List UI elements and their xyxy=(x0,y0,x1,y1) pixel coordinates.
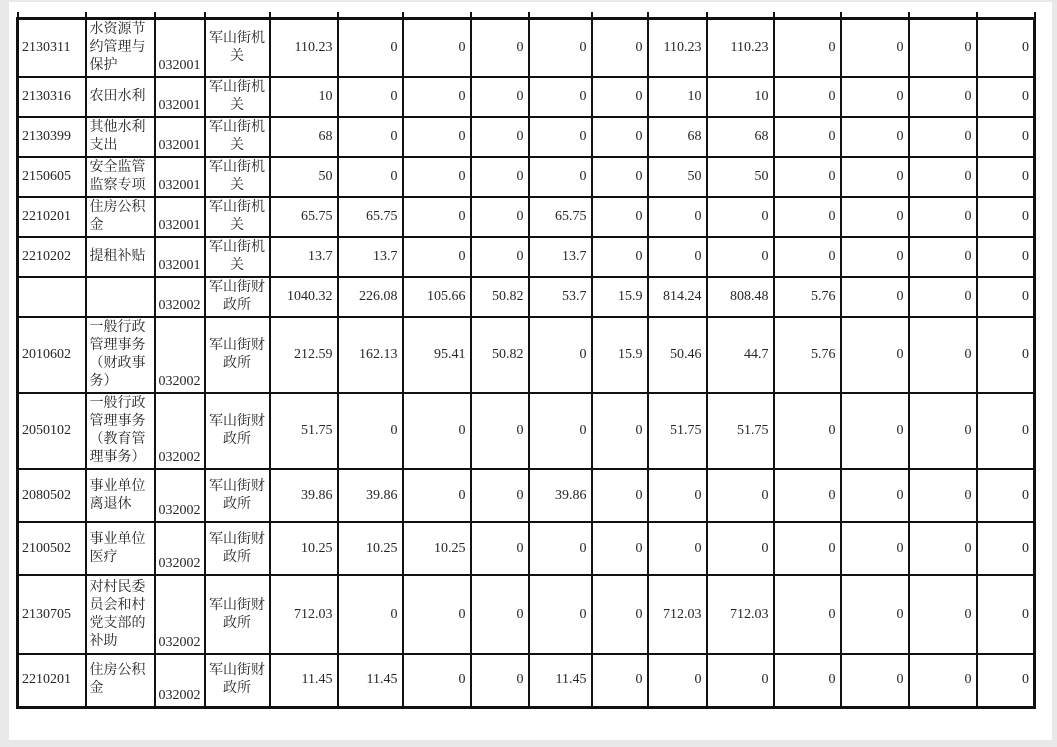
value-cell: 15.9 xyxy=(592,277,648,317)
value-cell: 10.25 xyxy=(403,522,471,575)
value-cell: 0 xyxy=(774,654,841,707)
value-cell: 51.75 xyxy=(648,393,707,469)
code-cell: 2050102 xyxy=(18,393,86,469)
page-edge-top xyxy=(0,0,1057,2)
value-cell: 0 xyxy=(338,157,403,197)
value-cell: 0 xyxy=(909,277,977,317)
value-cell: 0 xyxy=(403,237,471,277)
value-cell: 0 xyxy=(977,197,1035,237)
unit-code-cell: 032001 xyxy=(155,19,205,78)
table-row xyxy=(18,469,1035,522)
value-cell: 0 xyxy=(909,393,977,469)
name-cell: 安全监管监察专项 xyxy=(86,157,155,197)
unit-name-cell: 军山街机关 xyxy=(205,77,270,117)
unit-name-cell: 军山街机关 xyxy=(205,19,270,78)
table-row xyxy=(18,157,1035,197)
table-row xyxy=(18,317,1035,393)
page-edge-right xyxy=(1052,0,1057,747)
name-cell: 一般行政管理事务（教育管理事务） xyxy=(86,393,155,469)
unit-code-cell: 032002 xyxy=(155,575,205,654)
unit-name-cell: 军山街财政所 xyxy=(205,575,270,654)
value-cell: 50.82 xyxy=(471,317,529,393)
table-row xyxy=(18,237,1035,277)
value-cell: 0 xyxy=(338,575,403,654)
value-cell: 0 xyxy=(529,19,592,78)
value-cell: 0 xyxy=(648,522,707,575)
value-cell: 53.7 xyxy=(529,277,592,317)
value-cell: 0 xyxy=(774,197,841,237)
value-cell: 15.9 xyxy=(592,317,648,393)
value-cell: 50.82 xyxy=(471,277,529,317)
unit-name-cell: 军山街财政所 xyxy=(205,654,270,707)
value-cell: 0 xyxy=(909,19,977,78)
unit-code-cell: 032002 xyxy=(155,469,205,522)
value-cell: 0 xyxy=(471,393,529,469)
page-edge-bottom xyxy=(0,740,1057,747)
unit-code-cell: 032002 xyxy=(155,393,205,469)
table-row xyxy=(18,393,1035,469)
value-cell: 712.03 xyxy=(648,575,707,654)
value-cell: 712.03 xyxy=(707,575,774,654)
value-cell: 10.25 xyxy=(338,522,403,575)
table-row xyxy=(18,19,1035,78)
code-cell: 2130316 xyxy=(18,77,86,117)
value-cell: 0 xyxy=(403,157,471,197)
value-cell: 212.59 xyxy=(270,317,338,393)
value-cell: 0 xyxy=(707,654,774,707)
value-cell: 0 xyxy=(841,654,909,707)
unit-name-cell: 军山街财政所 xyxy=(205,522,270,575)
value-cell: 39.86 xyxy=(270,469,338,522)
value-cell: 0 xyxy=(977,237,1035,277)
value-cell: 0 xyxy=(471,77,529,117)
unit-code-cell: 032002 xyxy=(155,654,205,707)
unit-name-cell: 军山街机关 xyxy=(205,197,270,237)
code-cell: 2210201 xyxy=(18,654,86,707)
value-cell: 0 xyxy=(529,522,592,575)
value-cell: 11.45 xyxy=(270,654,338,707)
value-cell: 11.45 xyxy=(338,654,403,707)
name-cell: 对村民委员会和村党支部的补助 xyxy=(86,575,155,654)
value-cell: 13.7 xyxy=(270,237,338,277)
value-cell: 0 xyxy=(774,77,841,117)
value-cell: 0 xyxy=(909,522,977,575)
value-cell: 10 xyxy=(707,77,774,117)
value-cell: 0 xyxy=(841,393,909,469)
value-cell: 226.08 xyxy=(338,277,403,317)
value-cell: 0 xyxy=(471,19,529,78)
value-cell: 0 xyxy=(471,197,529,237)
unit-code-cell: 032002 xyxy=(155,317,205,393)
code-cell: 2080502 xyxy=(18,469,86,522)
value-cell: 0 xyxy=(841,77,909,117)
unit-code-cell: 032001 xyxy=(155,117,205,157)
value-cell: 68 xyxy=(648,117,707,157)
value-cell: 0 xyxy=(774,522,841,575)
value-cell: 13.7 xyxy=(529,237,592,277)
value-cell: 0 xyxy=(529,575,592,654)
name-cell xyxy=(86,277,155,317)
value-cell: 13.7 xyxy=(338,237,403,277)
name-cell: 一般行政管理事务（财政事务） xyxy=(86,317,155,393)
code-cell: 2150605 xyxy=(18,157,86,197)
name-cell: 农田水利 xyxy=(86,77,155,117)
value-cell: 44.7 xyxy=(707,317,774,393)
value-cell: 0 xyxy=(592,197,648,237)
value-cell: 0 xyxy=(592,469,648,522)
value-cell: 0 xyxy=(529,393,592,469)
unit-name-cell: 军山街财政所 xyxy=(205,317,270,393)
value-cell: 0 xyxy=(592,575,648,654)
value-cell: 0 xyxy=(841,522,909,575)
value-cell: 0 xyxy=(592,157,648,197)
value-cell: 50 xyxy=(648,157,707,197)
value-cell: 0 xyxy=(471,237,529,277)
value-cell: 110.23 xyxy=(648,19,707,78)
unit-name-cell: 军山街机关 xyxy=(205,117,270,157)
value-cell: 0 xyxy=(909,654,977,707)
value-cell: 0 xyxy=(592,654,648,707)
unit-code-cell: 032001 xyxy=(155,157,205,197)
value-cell: 0 xyxy=(403,197,471,237)
value-cell: 39.86 xyxy=(529,469,592,522)
value-cell: 0 xyxy=(841,317,909,393)
value-cell: 5.76 xyxy=(774,277,841,317)
value-cell: 0 xyxy=(977,157,1035,197)
name-cell: 事业单位离退休 xyxy=(86,469,155,522)
unit-name-cell: 军山街财政所 xyxy=(205,277,270,317)
value-cell: 0 xyxy=(471,522,529,575)
name-cell: 提租补贴 xyxy=(86,237,155,277)
value-cell: 5.76 xyxy=(774,317,841,393)
value-cell: 0 xyxy=(841,575,909,654)
value-cell: 0 xyxy=(403,654,471,707)
value-cell: 0 xyxy=(403,393,471,469)
code-cell: 2210201 xyxy=(18,197,86,237)
unit-name-cell: 军山街机关 xyxy=(205,237,270,277)
value-cell: 0 xyxy=(338,19,403,78)
value-cell: 0 xyxy=(403,575,471,654)
value-cell: 95.41 xyxy=(403,317,471,393)
name-cell: 住房公积金 xyxy=(86,654,155,707)
name-cell: 事业单位医疗 xyxy=(86,522,155,575)
value-cell: 0 xyxy=(471,469,529,522)
value-cell: 0 xyxy=(648,197,707,237)
value-cell: 0 xyxy=(471,575,529,654)
value-cell: 10 xyxy=(648,77,707,117)
value-cell: 39.86 xyxy=(338,469,403,522)
value-cell: 0 xyxy=(529,157,592,197)
value-cell: 11.45 xyxy=(529,654,592,707)
value-cell: 65.75 xyxy=(529,197,592,237)
code-cell: 2130311 xyxy=(18,19,86,78)
value-cell: 0 xyxy=(977,117,1035,157)
value-cell: 0 xyxy=(977,19,1035,78)
value-cell: 0 xyxy=(909,317,977,393)
unit-code-cell: 032002 xyxy=(155,522,205,575)
table-row xyxy=(18,117,1035,157)
value-cell: 0 xyxy=(774,237,841,277)
value-cell: 0 xyxy=(707,237,774,277)
value-cell: 0 xyxy=(592,19,648,78)
value-cell: 0 xyxy=(403,77,471,117)
code-cell: 2130399 xyxy=(18,117,86,157)
value-cell: 0 xyxy=(909,157,977,197)
value-cell: 0 xyxy=(592,522,648,575)
value-cell: 162.13 xyxy=(338,317,403,393)
value-cell: 0 xyxy=(774,575,841,654)
value-cell: 0 xyxy=(909,197,977,237)
page-edge-left xyxy=(0,0,9,747)
value-cell: 1040.32 xyxy=(270,277,338,317)
code-cell: 2100502 xyxy=(18,522,86,575)
value-cell: 0 xyxy=(909,237,977,277)
budget-table-body xyxy=(18,19,1035,708)
value-cell: 0 xyxy=(774,393,841,469)
value-cell: 0 xyxy=(648,237,707,277)
value-cell: 0 xyxy=(592,393,648,469)
value-cell: 0 xyxy=(977,469,1035,522)
value-cell: 0 xyxy=(529,77,592,117)
table-row xyxy=(18,197,1035,237)
value-cell: 110.23 xyxy=(270,19,338,78)
name-cell: 其他水利支出 xyxy=(86,117,155,157)
value-cell: 65.75 xyxy=(338,197,403,237)
unit-code-cell: 032001 xyxy=(155,237,205,277)
value-cell: 68 xyxy=(707,117,774,157)
code-cell: 2210202 xyxy=(18,237,86,277)
code-cell: 2130705 xyxy=(18,575,86,654)
value-cell: 10.25 xyxy=(270,522,338,575)
value-cell: 50 xyxy=(707,157,774,197)
name-cell: 住房公积金 xyxy=(86,197,155,237)
table-row xyxy=(18,522,1035,575)
value-cell: 0 xyxy=(977,77,1035,117)
value-cell: 0 xyxy=(648,654,707,707)
value-cell: 0 xyxy=(977,654,1035,707)
value-cell: 0 xyxy=(774,469,841,522)
value-cell: 0 xyxy=(403,19,471,78)
value-cell: 0 xyxy=(592,77,648,117)
value-cell: 0 xyxy=(707,197,774,237)
value-cell: 0 xyxy=(707,522,774,575)
value-cell: 0 xyxy=(841,157,909,197)
code-cell: 2010602 xyxy=(18,317,86,393)
value-cell: 0 xyxy=(529,117,592,157)
value-cell: 0 xyxy=(338,117,403,157)
value-cell: 0 xyxy=(338,393,403,469)
value-cell: 814.24 xyxy=(648,277,707,317)
unit-name-cell: 军山街财政所 xyxy=(205,469,270,522)
value-cell: 0 xyxy=(471,117,529,157)
value-cell: 0 xyxy=(909,469,977,522)
value-cell: 0 xyxy=(592,237,648,277)
value-cell: 0 xyxy=(841,197,909,237)
value-cell: 65.75 xyxy=(270,197,338,237)
value-cell: 0 xyxy=(841,469,909,522)
value-cell: 0 xyxy=(909,117,977,157)
value-cell: 0 xyxy=(841,277,909,317)
value-cell: 0 xyxy=(774,157,841,197)
value-cell: 0 xyxy=(774,117,841,157)
value-cell: 0 xyxy=(648,469,707,522)
table-row xyxy=(18,575,1035,654)
unit-code-cell: 032001 xyxy=(155,197,205,237)
value-cell: 0 xyxy=(841,19,909,78)
value-cell: 0 xyxy=(977,277,1035,317)
unit-code-cell: 032002 xyxy=(155,277,205,317)
value-cell: 712.03 xyxy=(270,575,338,654)
value-cell: 0 xyxy=(841,237,909,277)
value-cell: 0 xyxy=(403,117,471,157)
value-cell: 10 xyxy=(270,77,338,117)
budget-table xyxy=(16,17,1036,709)
value-cell: 50.46 xyxy=(648,317,707,393)
table-row xyxy=(18,277,1035,317)
value-cell: 0 xyxy=(338,77,403,117)
value-cell: 0 xyxy=(471,157,529,197)
value-cell: 0 xyxy=(977,575,1035,654)
value-cell: 105.66 xyxy=(403,277,471,317)
unit-name-cell: 军山街财政所 xyxy=(205,393,270,469)
value-cell: 808.48 xyxy=(707,277,774,317)
value-cell: 0 xyxy=(909,77,977,117)
code-cell xyxy=(18,277,86,317)
value-cell: 0 xyxy=(707,469,774,522)
value-cell: 0 xyxy=(529,317,592,393)
unit-name-cell: 军山街机关 xyxy=(205,157,270,197)
table-row xyxy=(18,654,1035,707)
table-row xyxy=(18,77,1035,117)
value-cell: 50 xyxy=(270,157,338,197)
value-cell: 0 xyxy=(977,317,1035,393)
value-cell: 0 xyxy=(774,19,841,78)
value-cell: 51.75 xyxy=(707,393,774,469)
value-cell: 68 xyxy=(270,117,338,157)
name-cell: 水资源节约管理与保护 xyxy=(86,19,155,78)
value-cell: 51.75 xyxy=(270,393,338,469)
value-cell: 0 xyxy=(977,393,1035,469)
value-cell: 0 xyxy=(909,575,977,654)
value-cell: 0 xyxy=(977,522,1035,575)
value-cell: 0 xyxy=(841,117,909,157)
value-cell: 0 xyxy=(403,469,471,522)
unit-code-cell: 032001 xyxy=(155,77,205,117)
value-cell: 0 xyxy=(592,117,648,157)
value-cell: 0 xyxy=(471,654,529,707)
value-cell: 110.23 xyxy=(707,19,774,78)
